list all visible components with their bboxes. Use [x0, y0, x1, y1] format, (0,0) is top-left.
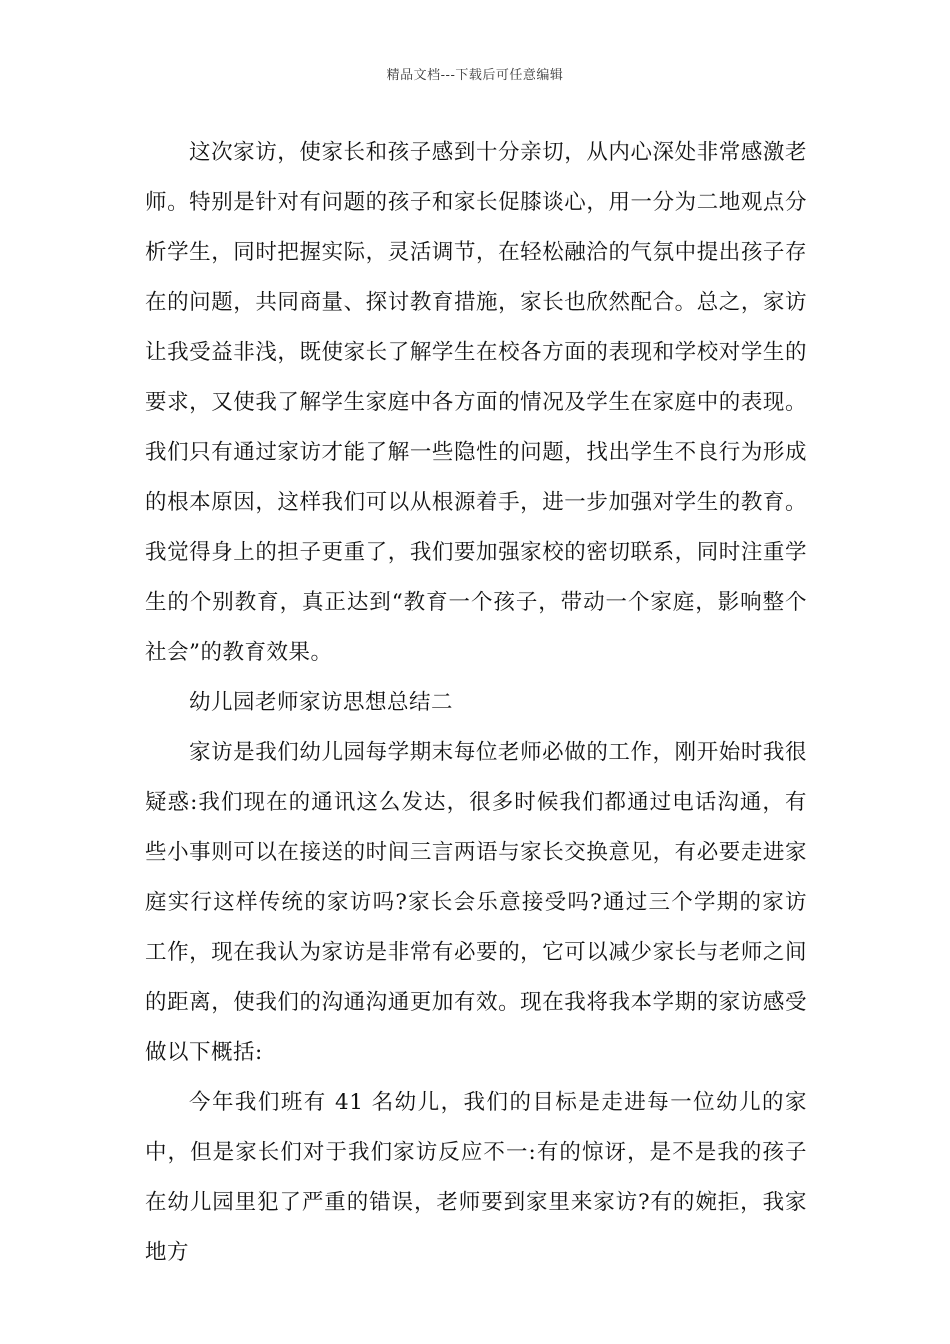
section-heading: 幼儿园老师家访思想总结二	[189, 690, 454, 715]
paragraph-2: 家访是我们幼儿园每学期末每位老师必做的工作，刚开始时我很疑惑:我们现在的通讯这么发达，很多时候我们都通过电话沟通，有些小事则可以在接送的时间三言两语与家长交换意见，有必要走进家庭实行这样传统的家访吗?家长会乐意接受吗?通过三个学期的家访工作，现在我认为家访是非常有必要的，它可以减少家长与老师之间的距离，使我们的沟通沟通更加有效。现在我将我本学期的家访感受做以下概括:	[145, 740, 807, 1065]
document-body	[145, 128, 807, 1278]
paragraph-1: 这次家访，使家长和孩子感到十分亲切，从内心深处非常感激老师。特别是针对有问题的孩子和家长促膝谈心，用一分为二地观点分析学生，同时把握实际，灵活调节，在轻松融洽的气氛中提出孩子存在的问题，共同商量、探讨教育措施，家长也欣然配合。总之，家访让我受益非浅，既使家长了解学生在校各方面的表现和学校对学生的要求，又使我了解学生家庭中各方面的情况及学生在家庭中的表现。我们只有通过家访才能了解一些隐性的问题，找出学生不良行为形成的根本原因，这样我们可以从根源着手，进一步加强对学生的教育。我觉得身上的担子更重了，我们要加强家校的密切联系，同时注重学生的个别教育，真正达到“教育一个孩子，带动一个家庭，影响整个社会”的教育效果。	[145, 140, 807, 665]
paragraph-3: 今年我们班有 41 名幼儿，我们的目标是走进每一位幼儿的家中，但是家长们对于我们家访反应不一:有的惊讶，是不是我的孩子在幼儿园里犯了严重的错误，老师要到家里来家访?有的婉拒，我家地方	[145, 1090, 807, 1265]
page-header: 精品文档---下载后可任意编辑	[386, 68, 564, 83]
